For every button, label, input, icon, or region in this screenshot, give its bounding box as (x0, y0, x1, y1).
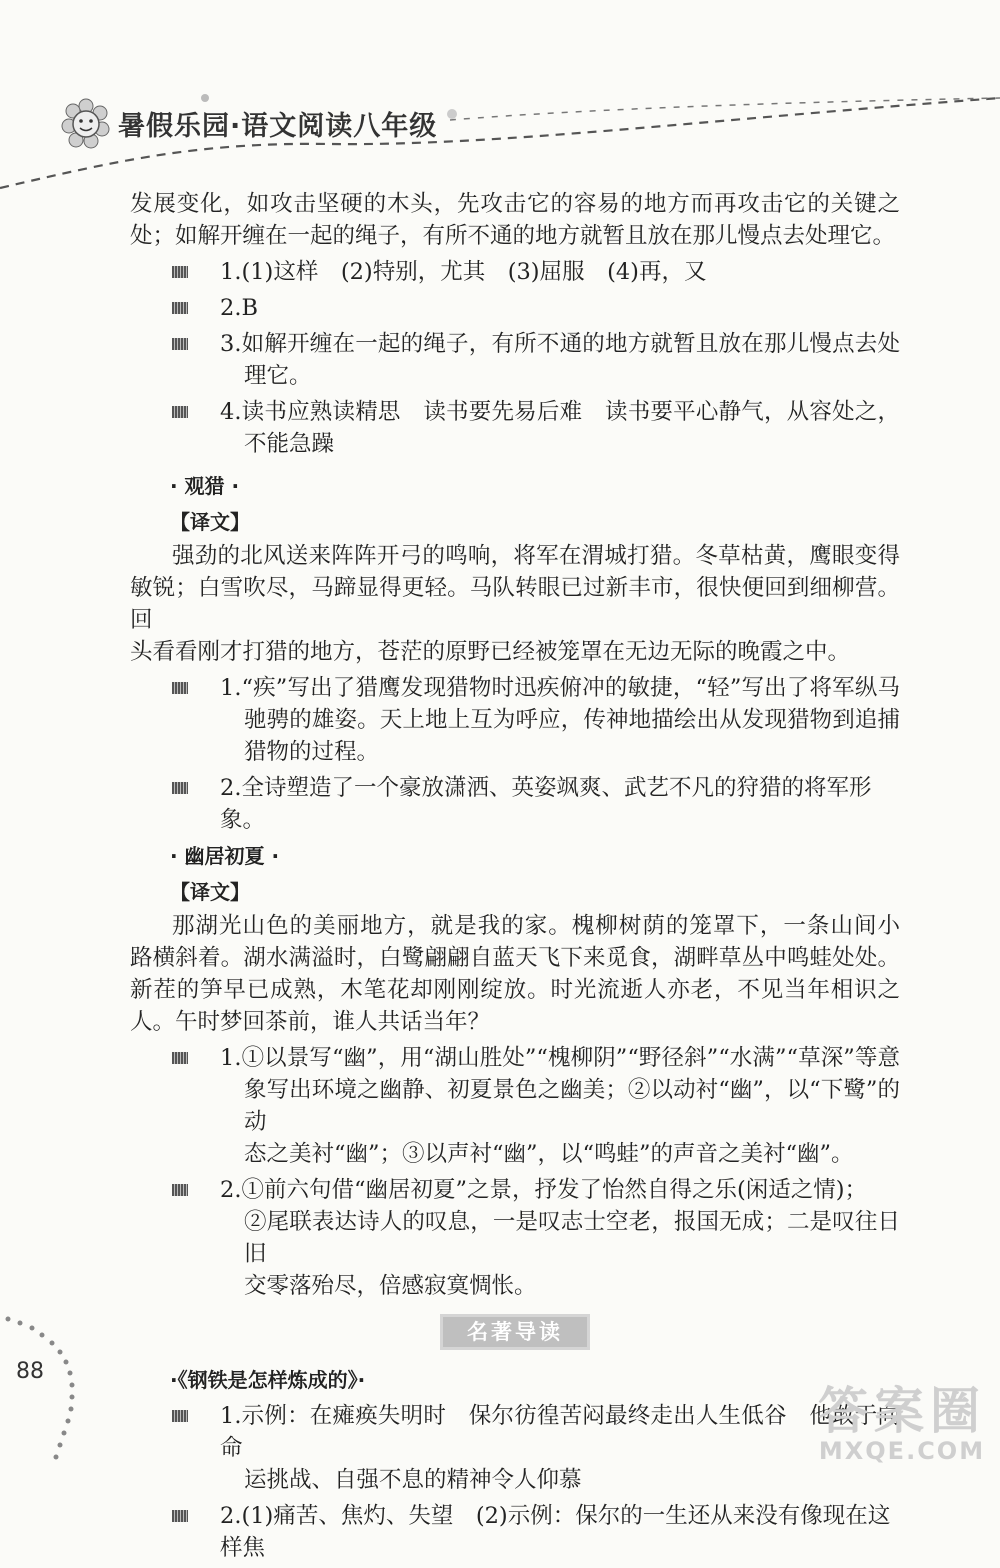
watermark-main: 答案圈 (818, 1382, 986, 1440)
translation-line: 路横斜着。湖水满溢时，白鹭翩翩自蓝天飞下来觅食，湖畔草丛中鸣蛙处处。 (130, 945, 900, 971)
translation-line: 敏锐；白雪吹尽，马蹄显得更轻。马队转眼已过新丰市，很快便回到细柳营。回 (130, 575, 900, 633)
flower-emblem-icon (60, 98, 112, 150)
answer-item: 2.全诗塑造了一个豪放潇洒、英姿飒爽、武艺不凡的狩猎的将军形象。 (172, 772, 900, 836)
answer-item: 2.(1)痛苦、焦灼、失望 (2)示例：保尔的一生还从来没有像现在这样焦 (172, 1500, 900, 1564)
page-number: 88 (16, 1359, 44, 1384)
answer-item: 1.①以景写“幽”，用“湖山胜处”“槐柳阴”“野径斜”“水满”“草深”等意 象写出环境之幽静、初夏景色之幽美；②以动衬“幽”，以“下鹭”的动 态之美衬“幽”；③以声衬“幽”，以“鸣蛙”的声音之美衬“幽”。 (172, 1042, 900, 1170)
translation-line: 强劲的北风送来阵阵开弓的鸣响，将军在渭城打猎。冬草枯黄，鹰眼变得 (172, 543, 900, 569)
translation-line: 头看看刚才打猎的地方，苍茫的原野已经被笼罩在无边无际的晚霞之中。 (130, 639, 851, 665)
answer-item: 1.示例：在瘫痪失明时 保尔彷徨苦闷最终走出人生低谷 他敢于向命 运挑战、自强不息的精神令人仰慕 (172, 1400, 900, 1496)
translation-line: 新茬的笋早已成熟，木笔花却刚刚绽放。时光流逝人亦老，不见当年相识之 (130, 977, 900, 1003)
translation-line: 那湖光山色的美丽地方，就是我的家。槐柳树荫的笼罩下，一条山间小 (172, 913, 900, 939)
answer-marker-icon (172, 1184, 188, 1196)
page-content (130, 188, 900, 1568)
site-watermark (818, 1371, 986, 1465)
translation-tag: 【译文】 (170, 510, 250, 534)
translation-line: 人。午时梦回茶前，谁人共话当年？ (130, 1009, 491, 1035)
answer-marker-icon (172, 266, 188, 278)
section-title: · 幽居初夏 · (170, 844, 280, 868)
answer-marker-icon (172, 1510, 188, 1522)
answer-marker-icon (172, 338, 188, 350)
corner-dots-decoration (0, 1315, 90, 1465)
banner-wrap (130, 1314, 900, 1350)
answer-marker-icon (172, 1052, 188, 1064)
section-title: · 观猎 · (170, 474, 240, 498)
answer-marker-icon (172, 302, 188, 314)
answer-marker-icon (172, 406, 188, 418)
book-title: ·《钢铁是怎样炼成的》· (170, 1368, 366, 1392)
answer-marker-icon (172, 1410, 188, 1422)
translation-tag: 【译文】 (170, 880, 250, 904)
answer-item: 1.(1)这样 (2)特别，尤其 (3)屈服 (4)再，又 (172, 256, 900, 288)
intro-line: 发展变化，如攻击坚硬的木头，先攻击它的容易的地方而再攻击它的关键之 (130, 191, 900, 217)
intro-line: 处；如解开缠在一起的绳子，有所不通的地方就暂且放在那儿慢点去处理它。 (130, 223, 896, 249)
answer-marker-icon (172, 682, 188, 694)
page-header-title: 暑假乐园·语文阅读八年级 (118, 111, 438, 142)
watermark-sub: MXQE.COM (818, 1437, 986, 1465)
answer-item: 2.B (172, 292, 900, 324)
answer-item: 4.读书应熟读精思 读书要先易后难 读书要平心静气，从容处之， 不能急躁 (172, 396, 900, 460)
answer-item: 1.“疾”写出了猎鹰发现猎物时迅疾俯冲的敏捷，“轻”写出了将军纵马 驰骋的雄姿。天上地上互为呼应，传神地描绘出从发现猎物到追捕 猎物的过程。 (172, 672, 900, 768)
answer-marker-icon (172, 782, 188, 794)
section-banner: 名著导读 (440, 1314, 590, 1350)
answer-item: 3.如解开缠在一起的绳子，有所不通的地方就暂且放在那儿慢点去处 理它。 (172, 328, 900, 392)
answer-item: 2.①前六句借“幽居初夏”之景，抒发了怡然自得之乐(闲适之情)； ②尾联表达诗人的叹息，一是叹志士空老，报国无成；二是叹往日旧 交零落殆尽，倍感寂寞惆怅。 (172, 1174, 900, 1302)
